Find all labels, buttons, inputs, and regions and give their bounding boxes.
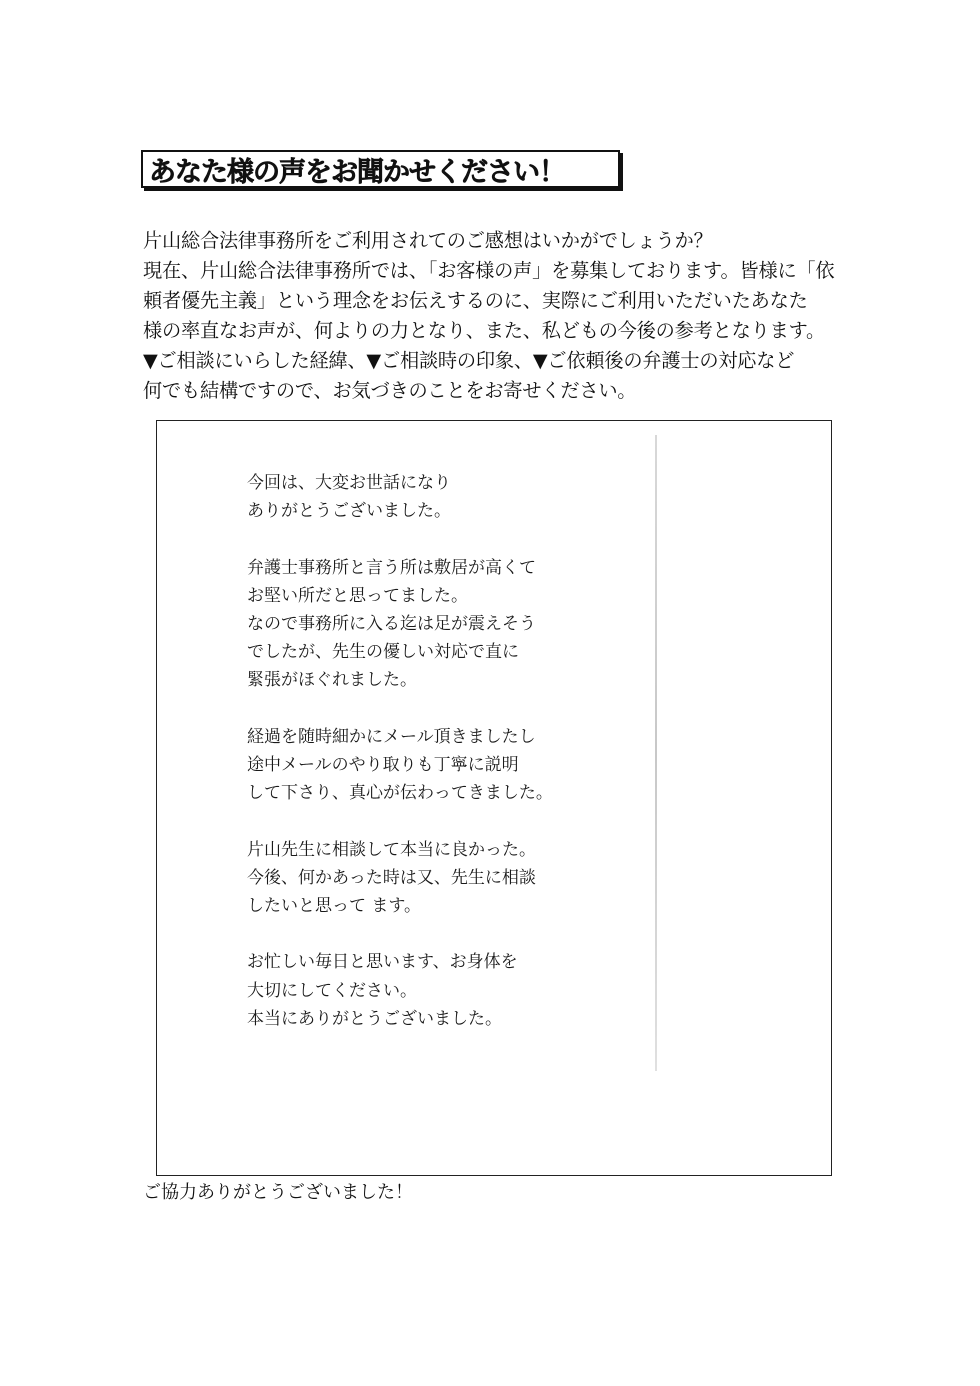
- intro-line: ▼ご相談にいらした経緯、▼ご相談時の印象、▼ご依頼後の弁護士の対応など: [143, 349, 795, 372]
- response-line: 途中メールのやり取りも丁寧に説明: [247, 755, 519, 775]
- intro-line: 現在、片山総合法律事務所では、「お客様の声」を募集しております。皆様に「依: [143, 259, 835, 282]
- response-line: 片山先生に相談して本当に良かった。: [247, 839, 536, 860]
- response-line: 今回は、大変お世話になり: [247, 473, 451, 493]
- intro-line: 様の率直なお声が、何よりの力となり、また、私どもの今後の参考となります。: [143, 319, 826, 342]
- response-paragraph: [247, 836, 667, 921]
- response-paragraph: [247, 723, 667, 808]
- response-line: 弁護士事務所と言う所は敷居が高くて: [247, 557, 536, 578]
- response-paragraph: [247, 469, 667, 525]
- response-line: したいと思って ます。: [247, 896, 422, 916]
- response-line: 経過を随時細かにメール頂きましたし: [247, 726, 536, 747]
- page-title: あなた様の声をお聞かせください！: [149, 156, 565, 188]
- customer-response-box: [156, 420, 832, 1176]
- response-line: 本当にありがとうございました。: [247, 1008, 502, 1029]
- intro-line: 片山総合法律事務所をご利用されてのご感想はいかがでしょうか？: [143, 229, 713, 252]
- intro-line: 何でも結構ですので、お気づきのことをお寄せください。: [143, 379, 637, 402]
- response-paragraph: [247, 554, 667, 695]
- response-line: お忙しい毎日と思います、お身体を: [247, 952, 518, 973]
- response-line: して下さり、真心が伝わってきました。: [247, 783, 553, 804]
- response-paragraph: [247, 948, 667, 1033]
- closing-thanks: ご協力ありがとうございました！: [143, 1182, 413, 1203]
- response-line: でしたが、先生の優しい対応で直に: [247, 642, 519, 663]
- response-line: なので事務所に入る迄は足が震えそう: [247, 614, 536, 634]
- customer-response-text: [247, 469, 667, 1061]
- response-line: お堅い所だと思ってました。: [247, 585, 468, 606]
- response-line: 今後、何かあった時は又、先生に相談: [247, 867, 536, 888]
- response-line: ありがとうございました。: [247, 501, 451, 522]
- heading-box: [141, 150, 620, 188]
- response-line: 緊張がほぐれました。: [247, 670, 417, 691]
- intro-line: 頼者優先主義」という理念をお伝えするのに、実際にご利用いただいたあなた: [143, 289, 808, 312]
- intro-text: [143, 226, 843, 406]
- response-line: 大切にしてください。: [247, 980, 417, 1001]
